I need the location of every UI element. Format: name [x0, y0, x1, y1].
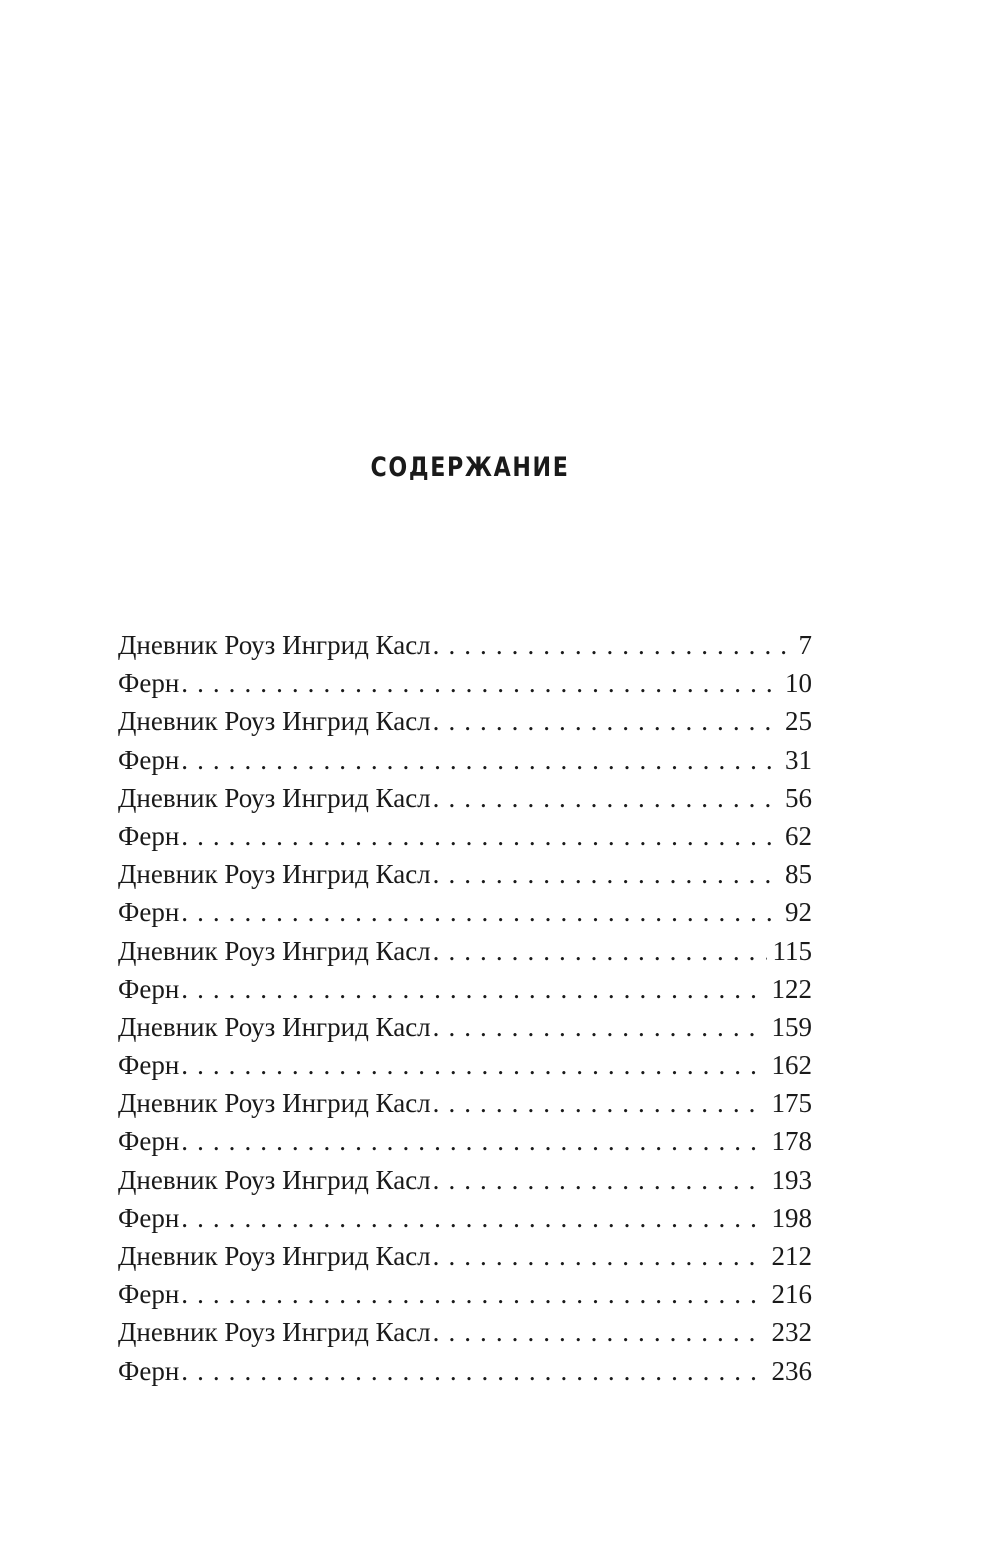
toc-entry-title: Ферн — [118, 897, 180, 928]
dot-leader — [433, 1313, 766, 1351]
dot-leader — [433, 1084, 766, 1122]
toc-entry-page: 159 — [771, 1011, 812, 1042]
toc-entry-title: Дневник Роуз Ингрид Касл — [118, 935, 431, 966]
page-title: СОДЕРЖАНИЕ — [370, 452, 570, 483]
toc-entry-page: 92 — [785, 897, 812, 928]
toc-entry-title: Дневник Роуз Ингрид Касл — [118, 782, 431, 813]
dot-leader — [181, 1275, 765, 1313]
dot-leader — [181, 893, 779, 931]
toc-entry-title: Ферн — [118, 1279, 180, 1310]
toc-entry[interactable] — [118, 1199, 812, 1237]
dot-leader — [433, 932, 767, 970]
toc-entry-title: Ферн — [118, 973, 180, 1004]
toc-entry-page: 232 — [771, 1317, 812, 1348]
toc-entry[interactable] — [118, 1275, 812, 1313]
dot-leader — [433, 1161, 766, 1199]
dot-leader — [181, 970, 765, 1008]
toc-entry-page: 10 — [785, 668, 812, 699]
toc-entry-title: Ферн — [118, 1050, 180, 1081]
toc-entry[interactable] — [118, 893, 812, 931]
toc-entry-page: 175 — [771, 1088, 812, 1119]
toc-entry-title: Ферн — [118, 1355, 180, 1386]
toc-entry-title: Дневник Роуз Ингрид Касл — [118, 630, 431, 660]
toc-entry[interactable] — [118, 1313, 812, 1351]
toc-entry[interactable] — [118, 1237, 812, 1275]
toc-entry[interactable] — [118, 1046, 812, 1084]
toc-entry[interactable] — [118, 741, 812, 779]
toc-entry[interactable] — [118, 779, 812, 817]
toc-entry[interactable] — [118, 932, 812, 970]
dot-leader — [181, 741, 779, 779]
dot-leader — [181, 817, 779, 855]
toc-entry-page: 115 — [772, 935, 812, 966]
toc-entry-page: 25 — [785, 706, 812, 737]
toc-entry-title: Дневник Роуз Ингрид Касл — [118, 1011, 431, 1042]
toc-entry-page: 7 — [798, 630, 812, 660]
toc-entry-title: Ферн — [118, 1126, 180, 1157]
toc-entry[interactable] — [118, 817, 812, 855]
dot-leader — [433, 779, 779, 817]
toc-entry-page: 122 — [771, 973, 812, 1004]
dot-leader — [181, 1199, 765, 1237]
toc-entry[interactable] — [118, 702, 812, 740]
toc-entry[interactable] — [118, 970, 812, 1008]
toc-entry-title: Ферн — [118, 668, 180, 699]
dot-leader — [433, 626, 793, 664]
toc-entry-page: 162 — [771, 1050, 812, 1081]
toc-entry-page: 85 — [785, 859, 812, 890]
toc-entry-page: 62 — [785, 820, 812, 851]
dot-leader — [181, 1122, 765, 1160]
toc-entry[interactable] — [118, 1084, 812, 1122]
toc-entry-page: 56 — [785, 782, 812, 813]
dot-leader — [433, 1008, 766, 1046]
dot-leader — [181, 1046, 765, 1084]
dot-leader — [433, 1237, 766, 1275]
toc-entry-title: Ферн — [118, 820, 180, 851]
toc-entry-title: Дневник Роуз Ингрид Касл — [118, 1088, 431, 1119]
toc-entry-page: 216 — [771, 1279, 812, 1310]
toc-entry-title: Дневник Роуз Ингрид Касл — [118, 706, 431, 737]
dot-leader — [433, 702, 779, 740]
toc-entry-title: Дневник Роуз Ингрид Касл — [118, 859, 431, 890]
toc-entry[interactable] — [118, 855, 812, 893]
toc-entry-page: 236 — [771, 1355, 812, 1386]
toc-entry-page: 178 — [771, 1126, 812, 1157]
toc-entry[interactable] — [118, 626, 812, 664]
toc-entry-title: Ферн — [118, 1202, 180, 1233]
toc-entry-title: Ферн — [118, 744, 180, 775]
dot-leader — [433, 855, 779, 893]
dot-leader — [181, 1352, 765, 1390]
toc-entry[interactable] — [118, 1352, 812, 1390]
table-of-contents — [118, 626, 812, 1390]
toc-entry-title: Дневник Роуз Ингрид Касл — [118, 1317, 431, 1348]
toc-entry[interactable] — [118, 1122, 812, 1160]
toc-entry-title: Дневник Роуз Ингрид Касл — [118, 1164, 431, 1195]
toc-entry-page: 198 — [771, 1202, 812, 1233]
toc-entry-page: 31 — [785, 744, 812, 775]
dot-leader — [181, 664, 779, 702]
toc-entry-page: 193 — [771, 1164, 812, 1195]
toc-entry-page: 212 — [771, 1241, 812, 1271]
toc-entry-title: Дневник Роуз Ингрид Касл — [118, 1241, 431, 1271]
toc-entry[interactable] — [118, 1161, 812, 1199]
toc-entry[interactable] — [118, 1008, 812, 1046]
toc-entry[interactable] — [118, 664, 812, 702]
